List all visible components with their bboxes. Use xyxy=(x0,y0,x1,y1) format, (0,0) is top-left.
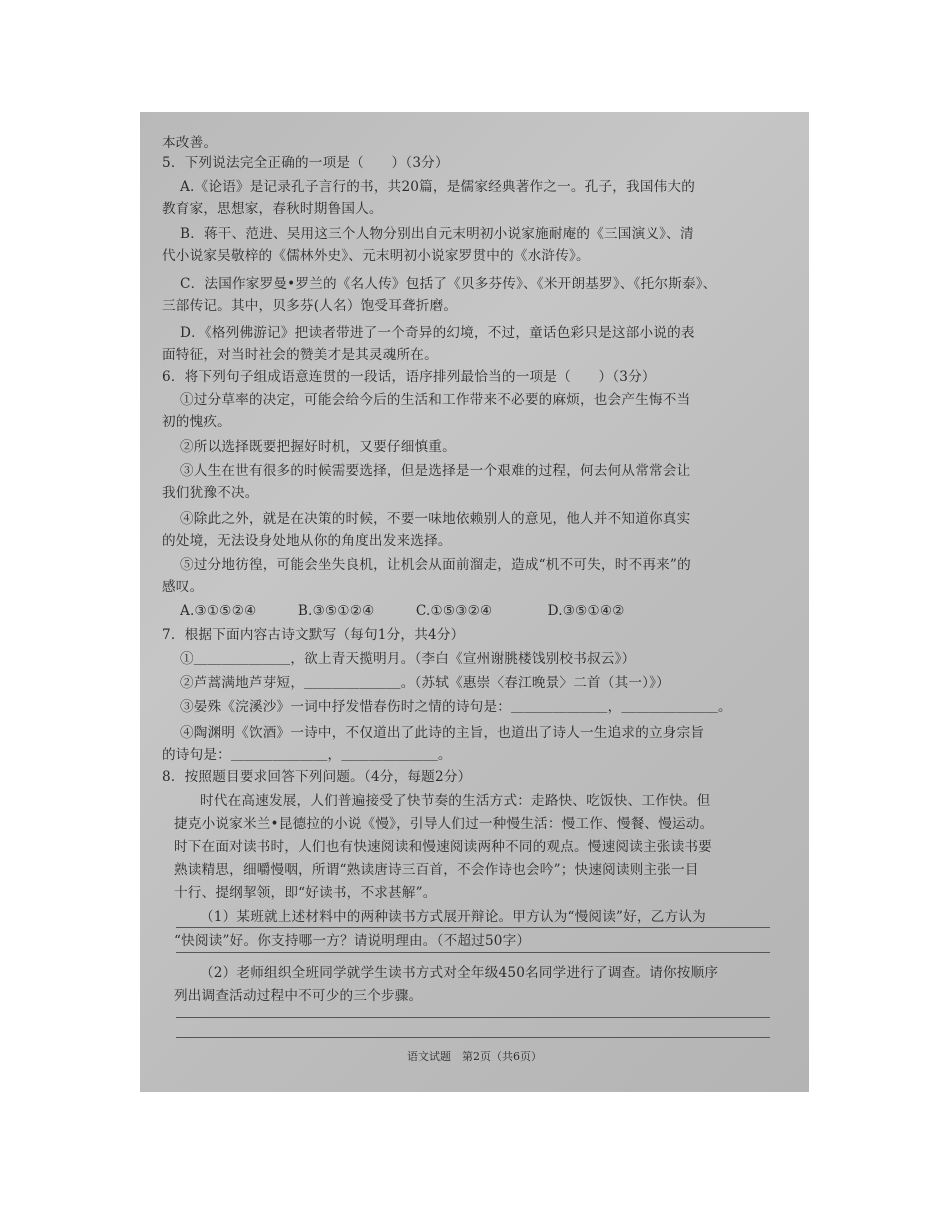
q5-option-d-line1: D．《格列佛游记》把读者带进了一个奇异的幻境，不过，童话色彩只是这部小说的表 xyxy=(180,325,695,341)
q6-sentence-5-line2: 感叹。 xyxy=(162,579,204,595)
q6-sentence-4-line2: 的处境，无法设身处地从你的角度出发来选择。 xyxy=(162,533,452,549)
answer-line xyxy=(176,927,770,928)
q8-sub1-line2: “快阅读”好。你支持哪一方？请说明理由。（不超过50字） xyxy=(174,933,531,949)
q7-line-1: ①＿＿＿＿＿＿＿，欲上青天揽明月。（李白《宣州谢朓楼饯别校书叔云》） xyxy=(180,651,636,667)
page-footer: 语文试题 第2页（共6页） xyxy=(407,1050,542,1063)
q6-sentence-1-line2: 初的愧疚。 xyxy=(162,414,231,430)
q5-option-b-line2: 代小说家吴敬梓的《儒林外史》、元末明初小说家罗贯中的《水浒传》。 xyxy=(162,248,590,264)
q5-option-c-line1: C．法国作家罗曼•罗兰的《名人传》包括了《贝多芬传》、《米开朗基罗》、《托尔斯泰》、 xyxy=(180,276,717,292)
q6-sentence-1-line1: ①过分草率的决定，可能会给今后的生活和工作带来不必要的麻烦，也会产生悔不当 xyxy=(180,392,691,408)
q8-passage-line2: 捷克小说家米兰•昆德拉的小说《慢》，引导人们过一种慢生活：慢工作、慢餐、慢运动。 xyxy=(174,816,714,832)
q8-passage-line5: 十行、提纲挈领，即“好读书，不求甚解”。 xyxy=(174,885,437,901)
q8-sub1-line1: （1）某班就上述材料中的两种读书方式展开辩论。甲方认为“慢阅读”好，乙方认为 xyxy=(200,909,706,925)
answer-line xyxy=(176,1017,770,1018)
answer-line xyxy=(176,1037,770,1038)
q8-passage-line4: 熟读精思，细嚼慢咽，所谓“熟读唐诗三百首，不会作诗也会吟”；快速阅读则主张一目 xyxy=(174,862,699,878)
q7-line-2: ②芦蒿满地芦芽短，＿＿＿＿＿＿＿。（苏轼《惠崇〈春江晚景〉二首（其一）》） xyxy=(180,675,670,691)
q8-sub2-line2: 列出调查活动过程中不可少的三个步骤。 xyxy=(174,988,423,1004)
q5-option-a-line2: 教育家，思想家，春秋时期鲁国人。 xyxy=(162,201,383,217)
q5-stem: 5．下列说法完全正确的一项是（ ）（3分） xyxy=(162,155,449,171)
q5-option-b-line1: B．蒋干、范进、吴用这三个人物分别出自元末明初小说家施耐庵的《三国演义》、清 xyxy=(180,226,694,242)
q5-option-d-line2: 面特征，对当时社会的赞美才是其灵魂所在。 xyxy=(162,347,438,363)
q8-passage-line1: 时代在高速发展，人们普遍接受了快节奏的生活方式：走路快、吃饭快、工作快。但 xyxy=(200,793,711,809)
q7-stem: 7．根据下面内容古诗文默写（每句1分，共4分） xyxy=(162,627,465,643)
q8-stem: 8．按照题目要求回答下列问题。（4分，每题2分） xyxy=(162,769,472,785)
q6-sentence-3-line1: ③人生在世有很多的时候需要选择，但是选择是一个艰难的过程，何去何从常常会让 xyxy=(180,463,691,479)
q7-line-4b: 的诗句是：＿＿＿＿＿＿＿，＿＿＿＿＿＿＿。 xyxy=(162,747,452,763)
q5-option-a-line1: A.《论语》是记录孔子言行的书，共20篇，是儒家经典著作之一。孔子，我国伟大的 xyxy=(180,179,696,195)
intro-tail: 本改善。 xyxy=(162,135,218,151)
photographed-exam-page xyxy=(140,112,809,1092)
q8-passage-line3: 时下在面对读书时，人们也有快速阅读和慢速阅读两种不同的观点。慢速阅读主张读书要 xyxy=(174,839,712,855)
q7-line-4a: ④陶渊明《饮酒》一诗中，不仅道出了此诗的主旨，也道出了诗人一生追求的立身宗旨 xyxy=(180,725,705,741)
q6-answer-options: A.③①⑤②④ B.③⑤①②④ C.①⑤③②④ D.③⑤①④② xyxy=(180,603,625,619)
q6-sentence-5-line1: ⑤过分地彷徨，可能会坐失良机，让机会从面前溜走，造成“机不可失，时不再来”的 xyxy=(180,557,691,573)
q7-line-3: ③晏殊《浣溪沙》一词中抒发惜春伤时之情的诗句是：＿＿＿＿＿＿＿，＿＿＿＿＿＿＿。 xyxy=(180,699,732,715)
q6-sentence-3-line2: 我们犹豫不决。 xyxy=(162,485,259,501)
q6-sentence-2: ②所以选择既要把握好时机，又要仔细慎重。 xyxy=(180,439,456,455)
q8-sub2-line1: （2）老师组织全班同学就学生读书方式对全年级450名同学进行了调查。请你按顺序 xyxy=(200,965,719,981)
answer-line xyxy=(176,952,770,953)
q6-sentence-4-line1: ④除此之外，就是在决策的时候，不要一味地依赖别人的意见，他人并不知道你真实 xyxy=(180,511,691,527)
q6-stem: 6．将下列句子组成语意连贯的一段话，语序排列最恰当的一项是（ ）（3分） xyxy=(162,369,656,385)
q5-option-c-line2: 三部传记。其中，贝多芬(人名）饱受耳聋折磨。 xyxy=(162,298,458,314)
